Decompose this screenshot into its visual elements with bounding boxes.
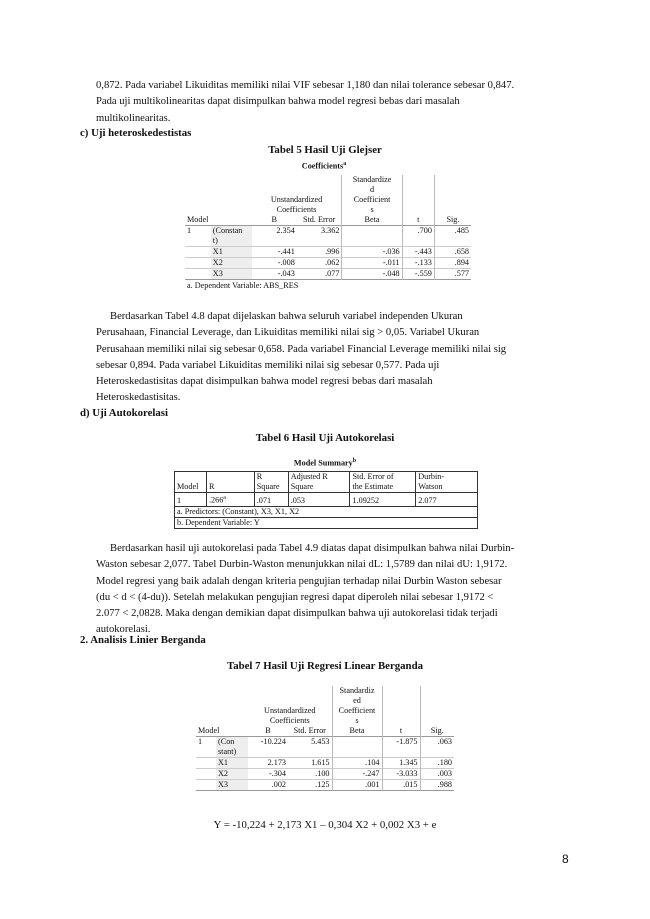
text-line: Perusahaan, Financial Leverage, dan Likuiditas memiliki nilai sig > 0,05. Variabel Ukuran — [96, 327, 480, 339]
col-b: B — [271, 215, 277, 224]
page-number: 8 — [562, 852, 569, 866]
table7-caption: Tabel 7 Hasil Uji Regresi Linear Berganda — [227, 660, 423, 672]
col-model: Model — [187, 215, 209, 224]
table-row: X3 .002 .125 .001 .015 .988 — [196, 780, 454, 791]
heading-autokorelasi: d) Uji Autokorelasi — [80, 407, 168, 419]
col-t: t — [402, 215, 434, 226]
text-line: Berdasarkan hasil uji autokorelasi pada Tabel 4.9 diatas dapat disimpulkan bahwa nilai Durbin- — [110, 543, 515, 554]
text-line: Model regresi yang baik adalah dengan kriteria pengujian terhadap nilai Durbin Waston sebesar — [96, 575, 502, 587]
table-row: X2 -.008 .062 -.011 -.133 .894 — [185, 258, 471, 269]
glejser-paragraph — [96, 309, 586, 407]
text-line: Pada uji multikolinearitas dapat disimpulkan bahwa model regresi bebas dari masalah — [96, 96, 460, 108]
text-line: Heteroskedastisitas dapat disimpulkan bahwa model regresi bebas dari masalah — [96, 376, 433, 388]
text-line: Waston sebesar 2,077. Tabel Durbin-Waston menunjukkan nilai dL: 1,5789 dan nilai dU: 1,9172. — [96, 559, 508, 571]
table5-column-headers — [185, 215, 471, 226]
text-line: Berdasarkan Tabel 4.8 dapat dijelaskan bahwa seluruh variabel independen Ukuran — [110, 311, 463, 322]
table-row: X3 -.043 .077 -.048 -.559 .577 — [185, 269, 471, 280]
table6-footnote-b: b. Dependent Variable: Y — [177, 517, 260, 527]
table5-footnote-row — [185, 280, 471, 292]
text-line: 2.077 < 2,0828. Maka dengan demikian dapat disimpulkan bahwa uji autokorelasi tidak terjadi — [96, 608, 498, 620]
table-row: 1 (Con stant) -10.224 5.453 -1.875 .063 — [198, 737, 452, 756]
table-row: X1 2.173 1.615 .104 1.345 .180 — [196, 758, 454, 769]
table5 — [185, 175, 471, 291]
table-row: X2 -.304 .100 -.247 -3.033 .003 — [196, 769, 454, 780]
table5-title — [283, 161, 365, 171]
table6-header-row: Model R R Square Adjusted R Square Std. Error of the Estimate Durbin- Watson — [175, 472, 478, 493]
heading-analisis-linier: 2. Analisis Linier Berganda — [80, 634, 206, 646]
table-row: X1 -.441 .996 -.036 -.443 .658 — [185, 247, 471, 258]
heading-heteroskedastisitas: c) Uji heteroskedestistas — [80, 127, 192, 139]
text-line: sebesar 0,894. Pada variabel Likuiditas memiliki nilai sig sebesar 0,577. Pada uji — [96, 359, 440, 371]
text-line: 0,872. Pada variabel Likuiditas memiliki nilai VIF sebesar 1,180 dan nilai tolerance sebesar 0,847. — [96, 80, 515, 91]
table-row: 1 .266$^a$ .071 .053 1.09252 2.077 — [175, 493, 478, 507]
table7 — [196, 686, 454, 791]
intro-paragraph — [96, 78, 586, 127]
table7-unstd-header: Unstandardized Coefficients — [264, 706, 316, 725]
table6 — [174, 471, 478, 529]
table5-caption: Tabel 5 Hasil Uji Glejser — [268, 144, 382, 156]
table5-title-sup: a — [343, 161, 347, 167]
autokorelasi-paragraph — [96, 541, 586, 639]
regression-equation: Y = -10,224 + 2,173 X1 – 0,304 X2 + 0,002 X3 + e — [213, 819, 437, 831]
text-line: multikolinearitas. — [96, 112, 171, 124]
col-sig: Sig. — [446, 215, 460, 224]
text-line: Heteroskedastisitas. — [96, 392, 181, 404]
table7-column-headers: Model B Std. Error Beta t Sig. — [196, 726, 454, 737]
text-line: autokorelasi. — [96, 624, 151, 636]
col-std-error: Std. Error — [302, 215, 336, 224]
table6-caption: Tabel 6 Hasil Uji Autokorelasi — [255, 432, 395, 444]
col-beta: Beta — [342, 215, 402, 226]
table7-std-header: Standardiz ed Coefficient s — [332, 686, 382, 726]
text-line: Perusahaan memiliki nilai sig sebesar 0,658. Pada variabel Financial Leverage memiliki nilai sig — [96, 343, 507, 355]
text-line: (du < d < (4-du)). Setelah melakukan pengujian regresi dapat diperoleh nilai sebesar 1,9172 < — [96, 591, 494, 603]
table6-footnote-a: a. Predictors: (Constant), X3, X1, X2 — [177, 506, 300, 516]
table6-title: Model Summary$^b$ — [293, 458, 357, 468]
table5-footnote: a. Dependent Variable: ABS_RES — [187, 281, 299, 290]
table-row: 1 (Constan t) 2.354 3.362 .700 .485 — [187, 226, 469, 245]
table5-std-header: Standardize d Coefficient s — [342, 175, 402, 215]
table5-title-text: Coefficients — [301, 161, 344, 171]
table5-unstd-header: Unstandardized Coefficients — [270, 195, 323, 214]
